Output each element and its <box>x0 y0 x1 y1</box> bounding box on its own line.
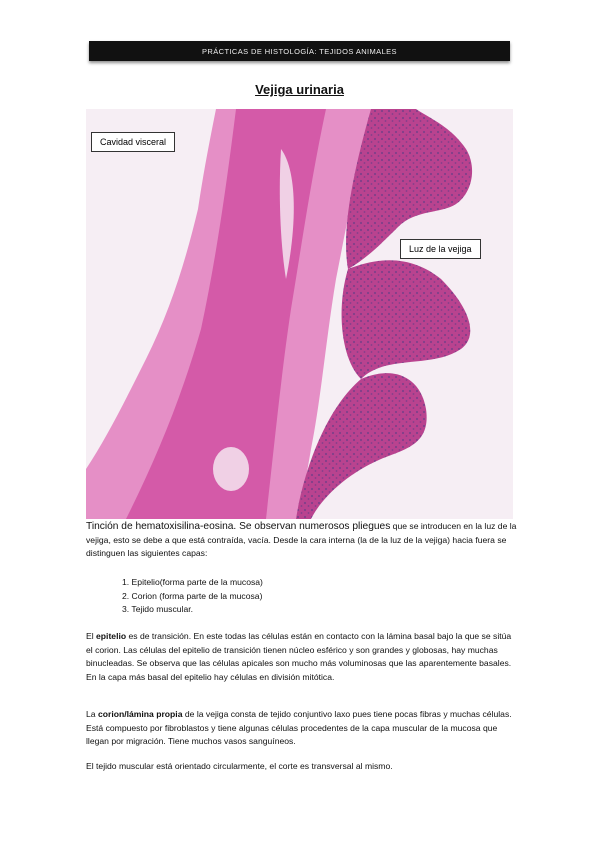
corion-paragraph <box>86 708 518 749</box>
epithelium-text: es de transición. En este todas las células están en contacto con la lámina basal bajo la que se sitúa el corion. Las células del epitelio de transición tienen núcleo esférico y son grandes y globosas, hay muchas binucleadas. Se observa que las células apicales son mucho más voluminosas que las aparentemente basales. En la capa más basal del epitelio hay células en división mitótica. <box>86 631 512 682</box>
epithelium-paragraph <box>86 630 518 684</box>
list-item: 3. Tejido muscular. <box>122 604 194 615</box>
label-bladder-lumen: Luz de la vejiga <box>400 239 481 259</box>
corion-text: de la vejiga consta de tejido conjuntivo laxo pues tiene pocas fibras y muchas células. Está compuesto por fibroblastos y tiene algunas células procedentes de la capa muscular de la mucosa que llegan por migración. Tiene muchos vasos sanguíneos. <box>86 709 512 747</box>
label-visceral-cavity: Cavidad visceral <box>91 132 175 152</box>
corion-pre: La <box>86 709 98 719</box>
intro-lead: Tinción de hematoxisilina-eosina. Se observan numerosos pliegues <box>86 521 391 532</box>
list-item: 1. Epitelio(forma parte de la mucosa) <box>122 577 263 587</box>
epithelium-term: epitelio <box>96 631 127 641</box>
epithelium-pre: El <box>86 631 97 641</box>
list-item: 2. Corion (forma parte de la mucosa) <box>122 590 263 601</box>
page-title: Vejiga urinaria <box>255 82 344 97</box>
corion-term: corion/lámina propia <box>97 709 183 719</box>
bladder-micrograph <box>86 109 513 519</box>
layer-list <box>86 576 554 617</box>
muscle-paragraph <box>86 760 518 774</box>
vessel-lumen <box>213 447 249 491</box>
micrograph-drawing <box>86 109 513 519</box>
document-header-bar <box>89 41 510 61</box>
header-text: PRÁCTICAS DE HISTOLOGÍA: TEJIDOS ANIMALES <box>202 46 397 56</box>
intro-rest: que se introducen en la luz de la vejiga, esto se debe a que está contraída, vacía. Desde la cara interna (la de la luz de la vejiga) hacia fuera se distinguen las siguientes capas: <box>86 521 517 559</box>
muscle-text: El tejido muscular está orientado circularmente, el corte es transversal al mismo. <box>86 761 393 771</box>
intro-paragraph <box>86 520 518 561</box>
